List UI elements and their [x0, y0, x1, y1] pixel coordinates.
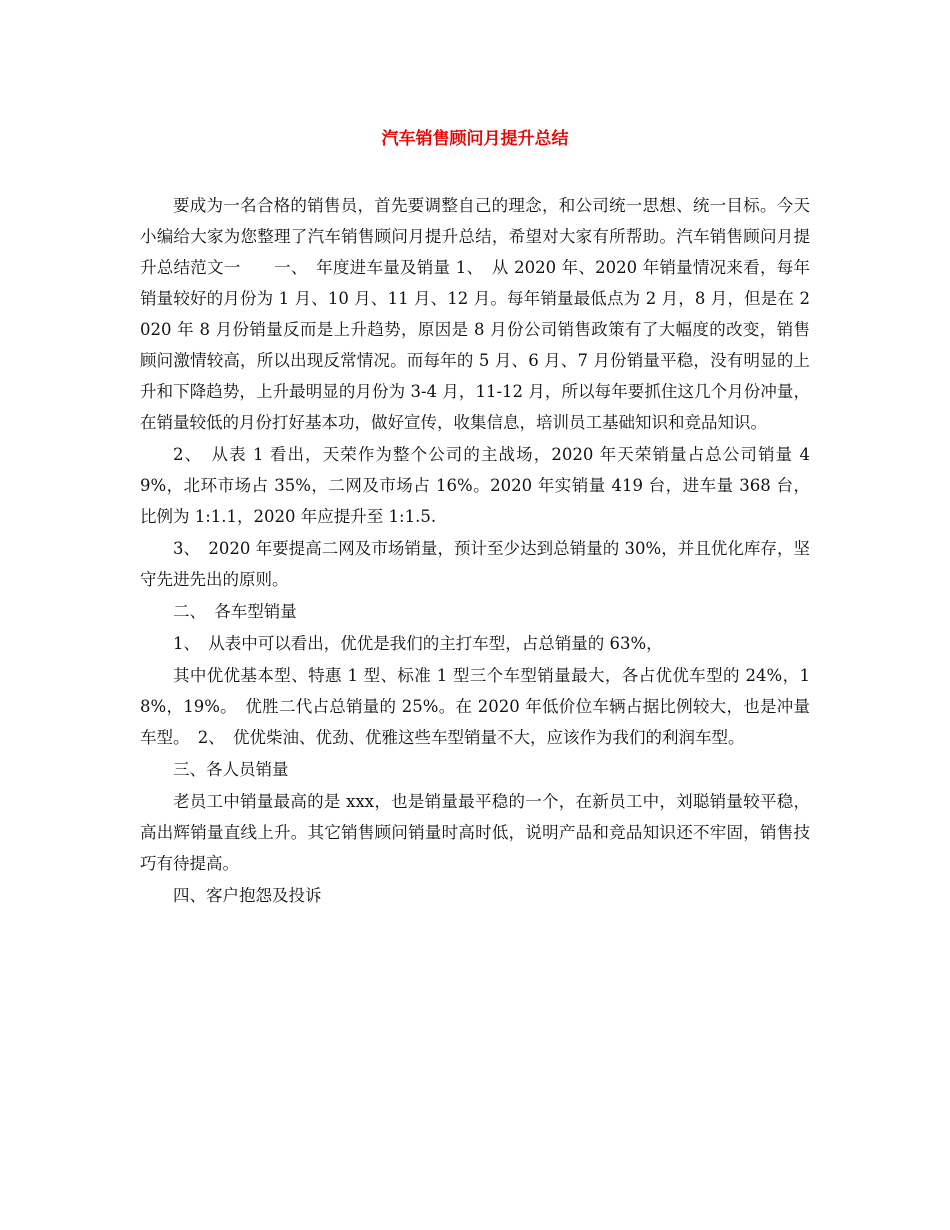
section-heading-complaints: 四、客户抱怨及投诉: [173, 886, 322, 905]
paragraph-point-3: 3、 2020 年要提高二网及市场销量，预计至少达到总销量的 30%，并且优化库存，坚守先进先出的原则。: [140, 539, 810, 589]
paragraph-models-1: 1、 从表中可以看出，优优是我们的主打车型，占总销量的 63%，: [173, 634, 663, 653]
paragraph-point-2: 2、 从表 1 看出，天荣作为整个公司的主战场，2020 年天荣销量占总公司销量 49%，北环市场占 35%，二网及市场占 16%。2020 年实销量 419 台，进车量 368 台，比例为 1:1.1，2020 年应提升至 1:1.5.: [140, 445, 810, 526]
document-title: 汽车销售顾问月提升总结: [381, 129, 569, 149]
document-body: [140, 190, 810, 911]
section-heading-models: 二、 各车型销量: [173, 602, 297, 621]
paragraph-intro: 要成为一名合格的销售员，首先要调整自己的理念，和公司统一思想、统一目标。今天小编给大家为您整理了汽车销售顾问月提升总结，希望对大家有所帮助。汽车销售顾问月提升总结范文一 一、 年度进车量及销量 1、 从 2020 年、2020 年销量情况来看，每年销量较好的月份为 1 月、10 月、11 月、12 月。每年销量最低点为 2 月，8 月，但是在 2020 年 8 月份销量反而是上升趋势，原因是 8 月份公司销售政策有了大幅度的改变，销售顾问激情较高，所以出现反常情况。而每年的 5 月、6 月、7 月份销量平稳，没有明显的上升和下降趋势，上升最明显的月份为 3-4 月，11-12 月，所以每年要抓住这几个月份冲量，在销量较低的月份打好基本功，做好宣传，收集信息，培训员工基础知识和竞品知识。: [140, 196, 810, 432]
paragraph-models-2: 其中优优基本型、特惠 1 型、标准 1 型三个车型销量最大，各占优优车型的 24%，18%，19%。 优胜二代占总销量的 25%。在 2020 年低价位车辆占据比例较大，也是冲量车型。 2、 优优柴油、优劲、优雅这些车型销量不大，应该作为我们的利润车型。: [140, 666, 810, 747]
section-heading-staff: 三、各人员销量: [173, 760, 289, 779]
paragraph-staff: 老员工中销量最高的是 xxx，也是销量最平稳的一个，在新员工中，刘聪销量较平稳，高出辉销量直线上升。其它销售顾问销量时高时低，说明产品和竞品知识还不牢固，销售技巧有待提高。: [140, 792, 810, 873]
